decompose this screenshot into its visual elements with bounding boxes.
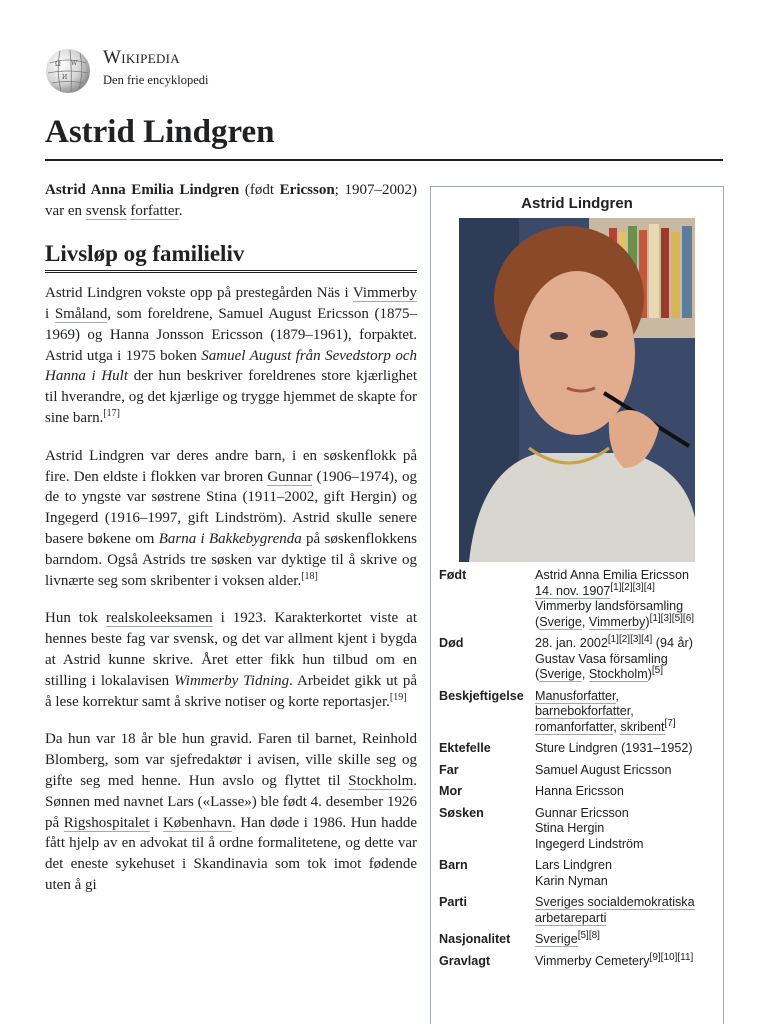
link-vimmerby[interactable]: Vimmerby xyxy=(352,285,417,302)
svg-text:И: И xyxy=(62,74,68,81)
link-rigshospitalet[interactable]: Rigshospitalet xyxy=(63,814,150,831)
svg-text:Ω: Ω xyxy=(55,60,61,68)
link-parti[interactable]: Sveriges socialdemokratiska arbetareparti xyxy=(535,895,695,925)
link-birth-date[interactable]: 14. nov. 1907 xyxy=(535,583,611,598)
article-body xyxy=(45,180,417,913)
refs-gravlagt[interactable]: [9][10][11] xyxy=(649,951,694,963)
paragraph-2: Astrid Lindgren var deres andre barn, i en søskenflokk på fire. Den eldste i flokken var broren Gunnar (1906–1974), og de to yngste var søstrene Stina (1911–2002, gift Hergin) og Ingegerd (1916–1997, gift Lindström). Astrid skulle senere basere bøkene om Barna i Bakkebygrenda på søskenflokkens barndom. Også Astrids tre søsken var dyktige til å skrive og livnærte seg som skribenter i voksen alder.[18] xyxy=(45,447,417,589)
link-skribent[interactable]: skribent xyxy=(620,719,665,734)
link-forfatter[interactable]: forfatter xyxy=(130,202,179,219)
link-gunnar[interactable]: Gunnar xyxy=(267,468,313,485)
row-parti: Parti Sveriges socialdemokratiska arbetareparti xyxy=(439,895,695,925)
link-sverige-nasjonalitet[interactable]: Sverige xyxy=(535,932,578,946)
paragraph-1: Astrid Lindgren vokste opp på prestegården Näs i Vimmerby i Småland, som foreldrene, Samuel August Ericsson (1875–1969) og Hanna Jonsson Ericsson (1879–1961), forpaktet. Astrid utga i 1975 boken Samuel August från Sevedstorp och Hanna i Hult der hun beskriver foreldrenes store kjærlighet til hverandre, og det kjærlige og trygge hjemmet de skapte for sine barn.[17] xyxy=(45,285,417,426)
row-fodt: Født Astrid Anna Emilia Ericsson 14. nov. 1907[1][2][3][4] Vimmerby landsförsamling (Sverige, Vimmerby)[1][3][5][6] xyxy=(439,568,695,629)
paragraph-4: Da hun var 18 år ble hun gravid. Faren til barnet, Reinhold Blomberg, som var sjefredaktør i avisen, ville skille seg og gifte seg med henne. Hun avslo og flyttet til Stockholm. Sønnen med navnet Lars («Lasse») ble født 4. desember 1926 på Rigshospitalet i København. Han døde i 1986. Hun hadde fått hjelp av en advokat til å ordne formalitetene, og dette var det eneste sykehuset i Skandinavia som tok imot fødende uten å gi xyxy=(45,731,417,893)
portrait-photo[interactable] xyxy=(459,218,695,562)
link-smaland[interactable]: Småland xyxy=(54,305,108,322)
tagline: Den frie encyklopedi xyxy=(103,73,209,87)
ref-18[interactable]: [18] xyxy=(301,570,318,582)
link-sverige-death[interactable]: Sverige xyxy=(539,667,582,681)
row-nasjonalitet: Nasjonalitet Sverige[5][8] xyxy=(439,929,600,946)
link-stockholm[interactable]: Stockholm xyxy=(348,772,414,789)
ref-7[interactable]: [7] xyxy=(664,717,676,729)
link-svensk[interactable]: svensk xyxy=(85,202,127,219)
link-stockholm-death[interactable]: Stockholm xyxy=(588,667,648,681)
infobox-title: Astrid Lindgren xyxy=(521,195,633,212)
svg-text:W: W xyxy=(71,60,78,67)
refs-death-date[interactable]: [1][2][3][4] xyxy=(607,633,653,645)
ref-17[interactable]: [17] xyxy=(103,407,120,419)
infobox-table xyxy=(439,566,721,973)
row-sosken: Søsken Gunnar Ericsson Stina Hergin Ingegerd Lindström xyxy=(439,805,644,851)
link-romanforfatter[interactable]: romanforfatter xyxy=(535,719,614,734)
row-dod: Død 28. jan. 2002[1][2][3][4] (94 år) Gustav Vasa församling (Sverige, Stockholm)[5] xyxy=(439,633,693,681)
link-sverige-birth[interactable]: Sverige xyxy=(539,614,582,629)
link-vimmerby-birth[interactable]: Vimmerby xyxy=(588,614,646,629)
refs-nasjonalitet[interactable]: [5][8] xyxy=(577,929,600,941)
row-barn: Barn Lars Lindgren Karin Nyman xyxy=(439,858,613,888)
link-barnebokforfatter[interactable]: barnebokforfatter xyxy=(535,704,631,718)
refs-birth-date[interactable]: [1][2][3][4] xyxy=(610,581,655,593)
refs-birth-place[interactable]: [1][3][5][6] xyxy=(649,612,695,624)
row-mor: Mor Hanna Ericsson xyxy=(439,784,624,798)
lead-paragraph: Astrid Anna Emilia Lindgren (født Ericsson; 1907–2002) var en svensk forfatter. xyxy=(45,182,417,219)
infobox xyxy=(430,186,724,1024)
refs-death-place[interactable]: [5] xyxy=(651,664,664,676)
link-realskoleeksamen[interactable]: realskoleeksamen xyxy=(105,610,213,627)
row-far: Far Samuel August Ericsson xyxy=(439,762,672,777)
ref-19[interactable]: [19] xyxy=(389,691,407,703)
link-kobenhavn[interactable]: København xyxy=(162,814,233,831)
row-ektefelle: Ektefelle Sture Lindgren (1931–1952) xyxy=(439,741,693,755)
wikipedia-globe-logo[interactable] xyxy=(44,47,92,95)
row-gravlagt: Gravlagt Vimmerby Cemetery[9][10][11] xyxy=(439,951,694,968)
link-manusforfatter[interactable]: Manusforfatter xyxy=(535,688,616,703)
wordmark[interactable]: Wikipedia xyxy=(103,47,180,68)
section-heading: Livsløp og familieliv xyxy=(45,240,417,274)
paragraph-3: Hun tok realskoleeksamen i 1923. Karakterkortet viste at hennes beste fag var svensk, og det var allment kjent i bygda at Astrid kunne skrive. Året etter fikk hun tilbud om en stilling i lokalavisen Wimmerby Tidning. Arbeidet gikk ut på å lese korrektur samt å skrive notiser og korte reportasjer.[19] xyxy=(45,610,418,710)
page-title: Astrid Lindgren xyxy=(45,112,723,161)
row-beskjeftigelse: Beskjeftigelse Manusforfatter, barnebokforfatter, romanforfatter, skribent[7] xyxy=(439,688,676,734)
